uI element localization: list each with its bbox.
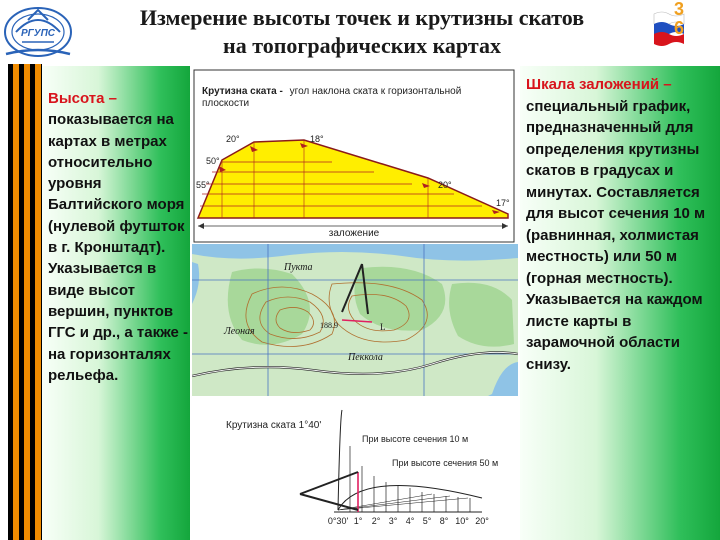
label-10m: При высоте сечения 10 м xyxy=(362,434,469,444)
base-label: заложение xyxy=(328,228,380,239)
place-label: Пукта xyxy=(284,262,313,273)
tick-label: 20° xyxy=(475,516,489,526)
scale-title: Крутизна ската 1°40' xyxy=(226,420,322,431)
scale-definition-panel xyxy=(520,66,720,540)
tick-label: 4° xyxy=(405,516,415,526)
st-george-ribbon xyxy=(8,64,42,540)
tick-label: 10° xyxy=(455,516,469,526)
angle-label: 18° xyxy=(310,134,324,144)
logo-text: РГУПС xyxy=(21,28,55,39)
height-definition-text xyxy=(48,88,190,386)
angle-label: 17° xyxy=(496,198,510,208)
slope-steepness-diagram xyxy=(192,66,518,244)
tick-label: 8° xyxy=(439,516,449,526)
tick-label: 0°30' xyxy=(327,516,349,526)
map-letter: L xyxy=(380,322,386,332)
slide-number-top: 3 xyxy=(673,0,684,19)
slide-header xyxy=(0,0,720,62)
slide-title xyxy=(78,4,646,60)
tick-label: 3° xyxy=(388,516,398,526)
height-term: Высота – xyxy=(48,90,117,107)
height-definition-panel xyxy=(42,66,190,540)
svg-text:Крутизна ската - угол накл xyxy=(202,86,461,97)
slide-number-bottom: 6 xyxy=(673,18,684,38)
slope-caption-line1: угол наклона ската к горизонтальной xyxy=(289,86,462,97)
label-50m: При высоте сечения 50 м xyxy=(392,458,499,468)
slope-caption-term: Крутизна ската - xyxy=(202,86,283,97)
scale-description: специальный график, предназначенный для определения крутизны скатов в градусах и минутах. Составляется для высот сечения 10 м (равнинная, холмистая местность) или 50 м (горная местность). Указывается на каждом листе карты в зарамочной области снизу. xyxy=(526,97,706,373)
scale-definition-text xyxy=(526,74,720,375)
place-label: Леоная xyxy=(224,326,255,337)
slide-number xyxy=(664,0,694,38)
place-label: Пеккола xyxy=(348,352,383,363)
slope-caption-line2: плоскости xyxy=(202,98,250,109)
topographic-map-fragment xyxy=(192,244,518,396)
angle-label: 55° xyxy=(196,180,210,190)
scale-term: Шкала заложений – xyxy=(526,76,672,93)
elevation-mark: 188.9 xyxy=(320,321,338,330)
tick-label: 1° xyxy=(353,516,363,526)
title-line-1: Измерение высоты точек и крутизны скатов xyxy=(139,5,585,30)
title-line-2: на топографических картах xyxy=(223,33,501,58)
angle-label: 50° xyxy=(206,156,220,166)
height-description: показывается на картах в метрах относительно уровня Балтийского моря (нулевой футшток в г. Кронштадт). Указывается в виде высот вершин, пунктов ГГС и др., а также - на горизонталях рельефа. xyxy=(48,111,189,384)
tick-label: 2° xyxy=(371,516,381,526)
tick-label: 5° xyxy=(422,516,432,526)
angle-label: 20° xyxy=(438,180,452,190)
university-logo-icon xyxy=(2,2,74,60)
angle-label: 20° xyxy=(226,134,240,144)
slope-scale-chart xyxy=(192,398,518,538)
